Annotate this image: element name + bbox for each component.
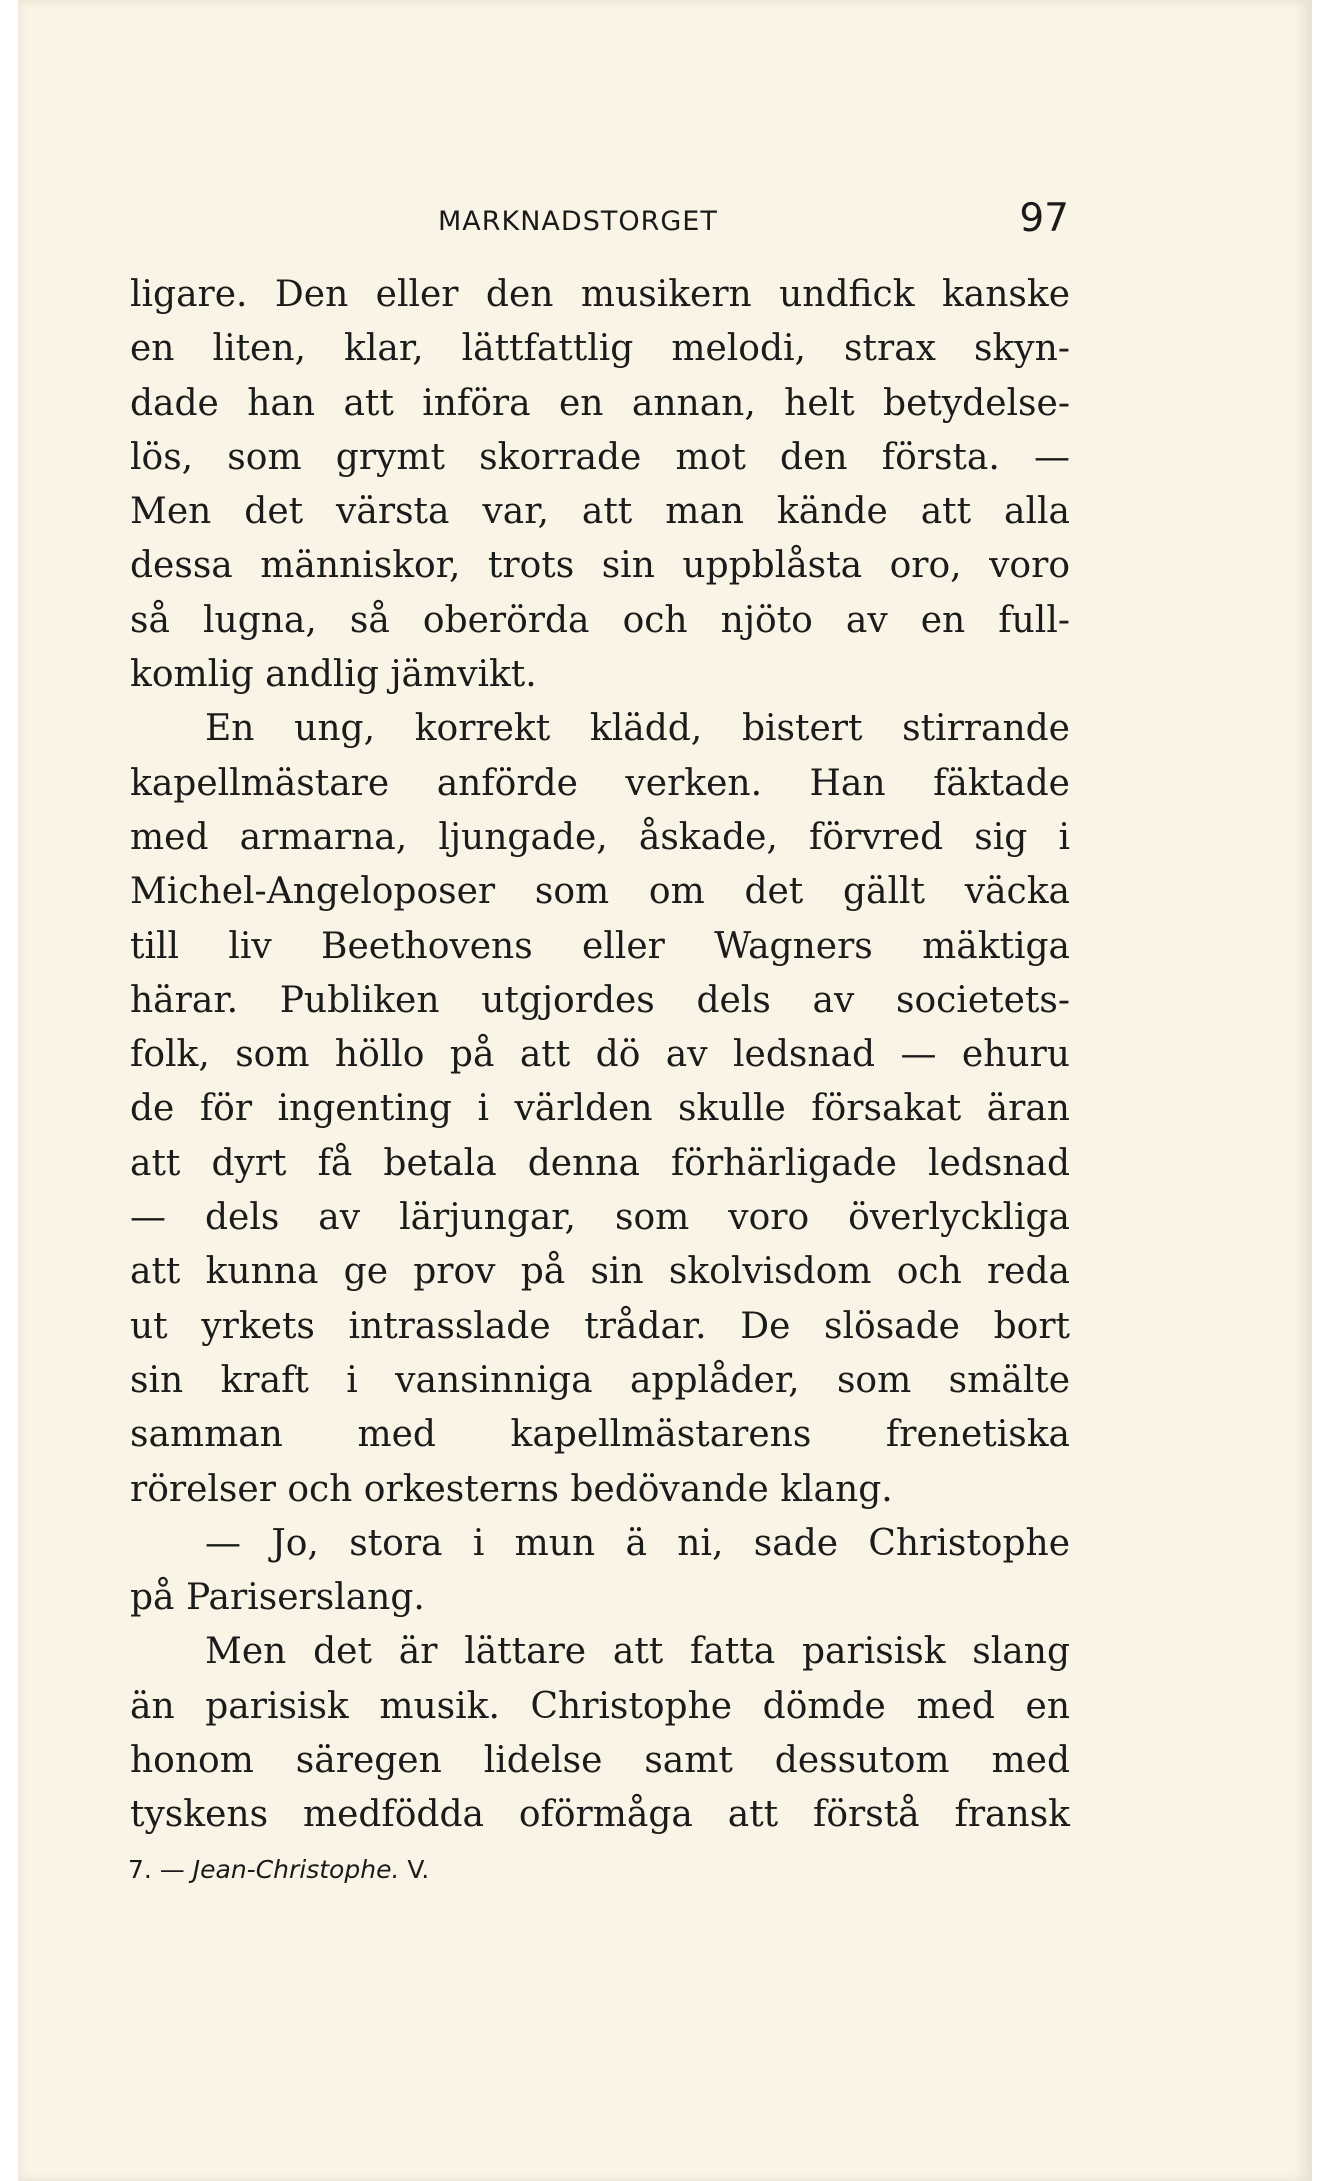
- text-line: honom säregen lidelse samt dessutom med: [130, 1740, 1070, 1782]
- text-line: än parisisk musik. Christophe dömde med en: [130, 1685, 1070, 1727]
- page-number: 97: [1019, 196, 1069, 241]
- text-line: att kunna ge prov på sin skolvisdom och reda: [130, 1251, 1070, 1293]
- text-line: — Jo, stora i mun ä ni, sade Christophe: [205, 1522, 1070, 1564]
- text-line: de för ingenting i världen skulle försakat äran: [130, 1088, 1070, 1130]
- text-line: Michel-Angeloposer som om det gällt väcka: [130, 871, 1070, 913]
- text-line: på Pariserslang.: [130, 1577, 425, 1619]
- text-line: samman med kapellmästarens frenetiska: [130, 1414, 1070, 1456]
- signature-mark: [128, 1855, 429, 1884]
- text-line: att dyrt få betala denna förhärligade ledsnad: [130, 1142, 1070, 1184]
- text-line: så lugna, så oberörda och njöto av en full-: [130, 599, 1070, 641]
- text-line: med armarna, ljungade, åskade, förvred sig i: [130, 816, 1070, 858]
- text-line: till liv Beethovens eller Wagners mäktiga: [130, 925, 1070, 967]
- text-line: En ung, korrekt klädd, bistert stirrande: [205, 708, 1070, 750]
- text-line: — dels av lärjungar, som voro överlyckliga: [130, 1197, 1070, 1239]
- text-line: Men det är lättare att fatta parisisk slang: [205, 1631, 1070, 1673]
- body-text: [130, 268, 1070, 1843]
- volume-number: V.: [407, 1855, 430, 1884]
- text-line: tyskens medfödda oförmåga att förstå fransk: [130, 1794, 1070, 1836]
- signature-number: 7. —: [128, 1855, 185, 1884]
- text-line: ligare. Den eller den musikern undfick kanske: [130, 274, 1070, 315]
- text-line: rörelser och orkesterns bedövande klang.: [130, 1468, 893, 1510]
- text-line: lös, som grymt skorrade mot den första. —: [130, 436, 1070, 478]
- text-line: folk, som höllo på att dö av ledsnad — ehuru: [130, 1034, 1070, 1076]
- text-line: härar. Publiken utgjordes dels av societets-: [130, 979, 1070, 1021]
- text-line: sin kraft i vansinniga applåder, som smälte: [130, 1359, 1070, 1401]
- text-line: ut yrkets intrasslade trådar. De slösade bort: [130, 1305, 1070, 1347]
- page-header: [134, 196, 1069, 250]
- book-title: Jean-Christophe.: [192, 1855, 400, 1884]
- page-edge: [1308, 0, 1312, 2181]
- text-line: Men det värsta var, att man kände att alla: [130, 491, 1070, 533]
- text-line: komlig andlig jämvikt.: [130, 654, 537, 696]
- text-line: dade han att införa en annan, helt betydelse-: [130, 382, 1070, 424]
- running-head: MARKNADSTORGET: [438, 206, 718, 237]
- text-line: kapellmästare anförde verken. Han fäktade: [130, 762, 1070, 804]
- text-line: dessa människor, trots sin uppblåsta oro, voro: [130, 545, 1070, 587]
- text-line: en liten, klar, lättfattlig melodi, strax skyn-: [130, 328, 1070, 370]
